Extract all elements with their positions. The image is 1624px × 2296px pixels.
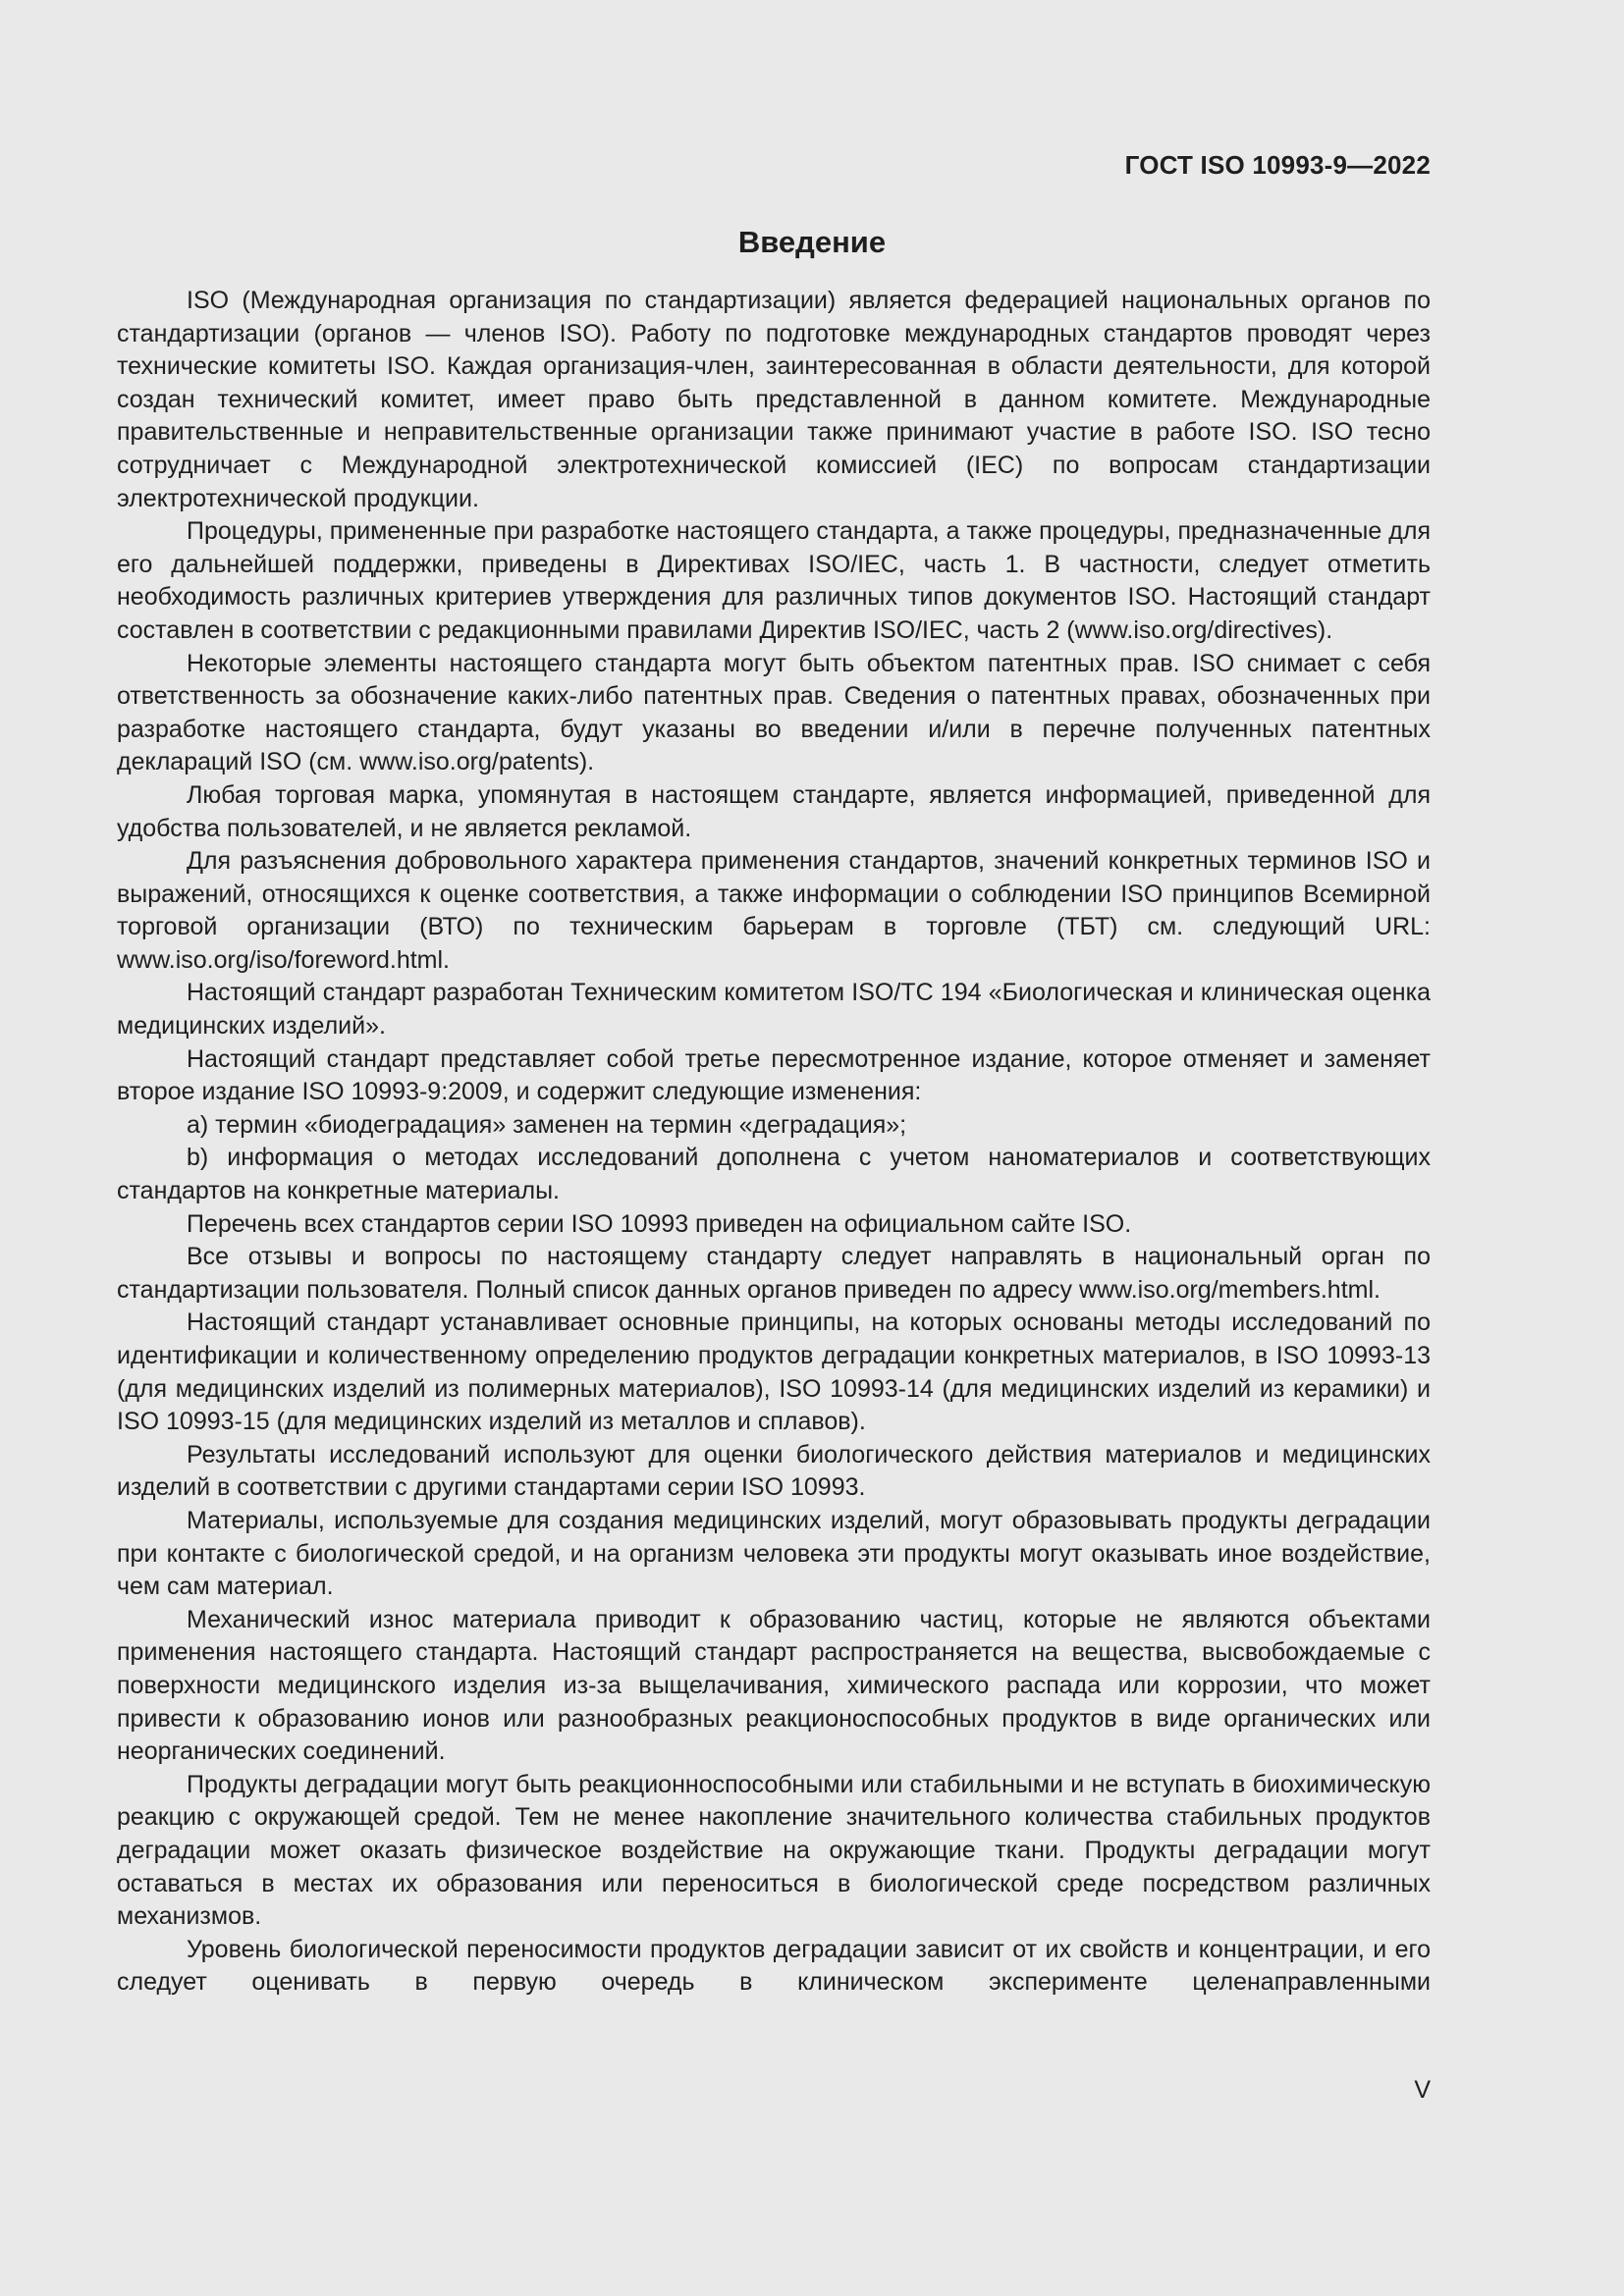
section-title: Введение (737, 225, 887, 259)
paragraph-procedures: Процедуры, примененные при разработке настоящего стандарта, а также процедуры, предназначенные для его дальнейшей поддержки, приведены в Директивах ISO/IEC, часть 1. В частности, следует отметить необходимость различных критериев утверждения для различных типов документов ISO. Настоящий стандарт составлен в соответствии с редакционными правилами Директив ISO/IEC, часть 2 (www.iso.org/directives). (117, 517, 1431, 644)
paragraph-biological-tolerance: Уровень биологической переносимости продуктов деградации зависит от их свойств и концентрации, и его следует оценивать в первую очередь в клиническом эксперименте целенаправленными (117, 1935, 1431, 1997)
paragraph-scope-principles: Настоящий стандарт устанавливает основные принципы, на которых основаны методы исследований по идентификации и количественному определению продуктов деградации конкретных материалов, в ISO 10993-13 (для медицинских изделий из полимерных материалов), ISO 10993-14 (для медицинских изделий из керамики) и ISO 10993-15 (для медицинских изделий из металлов и сплавов). (117, 1308, 1431, 1436)
paragraph-trademark: Любая торговая марка, упомянутая в настоящем стандарте, является информацией, приведенной для удобства пользователей, и не является рекламой. (117, 780, 1431, 842)
list-item-change-b: b) информация о методах исследований дополнена с учетом наноматериалов и соответствующих стандартов на конкретные материалы. (117, 1144, 1431, 1205)
paragraph-feedback: Все отзывы и вопросы по настоящему стандарту следует направлять в национальный орган по стандартизации пользователя. Полный список данных органов приведен по адресу www.iso.org/​members.html. (117, 1243, 1431, 1304)
paragraph-voluntary-nature: Для разъяснения добровольного характера применения стандартов, значений конкретных терминов ISO и выражений, относящихся к оценке соответствия, а также информации о соблюдении ISO принципов Всемирной торговой организации (ВТО) по техническим барьерам в торговле (ТБТ) см. следующий URL: www.iso.org/iso/foreword.html. (117, 847, 1431, 974)
paragraph-series-list: Перечень всех стандартов серии ISO 10993 приведен на официальном сайте ISO. (187, 1209, 1132, 1238)
body-text (117, 285, 1431, 2000)
paragraph-materials: Материалы, используемые для создания медицинских изделий, могут образовывать продукты деградации при контакте с биологической средой, и на организм человека эти продукты могут оказывать иное воздействие, чем сам материал. (117, 1506, 1431, 1601)
paragraph-technical-committee: Настоящий стандарт разработан Техническим комитетом ISO/TC 194 «Биологическая и клиническая оценка медицинских изделий». (117, 979, 1431, 1041)
document-code: ГОСТ ISO 10993-9—2022 (1124, 150, 1431, 180)
paragraph-patent-rights: Некоторые элементы настоящего стандарта могут быть объектом патентных прав. ISO снимает с себя ответственность за обозначение каких-либо патентных прав. Сведения о патентных правах, обозначенных при разработке настоящего стандарта, будут указаны во введении и/или в перечне полученных патентных деклараций ISO (см. www.iso.org/patents). (117, 649, 1431, 776)
paragraph-results-usage: Результаты исследований используют для оценки биологического действия материалов и медицинских изделий в соответствии с другими стандартами серии ISO 10993. (117, 1440, 1431, 1502)
paragraph-iso-federation: ISO (Международная организация по стандартизации) является федерацией национальных органов по стандартизации (органов — членов ISO). Работу по подготовке международных стандартов проводят через технические комитеты ISO. Каждая организация-член, заинтересованная в области деятельности, для которой создан технический комитет, имеет право быть представленной в данном комитете. Международные правительственные и неправительственные организации также принимают участие в работе ISO. ISO тесно сотрудничает с Международной электротехнической комиссией (IEC) по вопросам стандартизации электротехнической продукции. (117, 287, 1431, 512)
paragraph-mechanical-wear: Механический износ материала приводит к образованию частиц, которые не являются объектами применения настоящего стандарта. Настоящий стандарт распространяется на вещества, высвобождаемые с поверхности медицинского изделия из-за выщелачивания, химического распада или коррозии, что может привести к образованию ионов или разнообразных реакционоспособных продуктов в виде органических или неорганических соединений. (117, 1605, 1431, 1766)
paragraph-third-edition: Настоящий стандарт представляет собой третье пересмотренное издание, которое отменяет и заменяет второе издание ISO 10993-9:2009, и содержит следующие изменения: (117, 1044, 1431, 1106)
list-item-change-a: а) термин «биодеградация» заменен на термин «деградация»; (187, 1110, 907, 1139)
paragraph-degradation-products: Продукты деградации могут быть реакционноспособными или стабильными и не вступать в биохимическую реакцию с окружающей средой. Тем не менее накопление значительного количества стабильных продуктов деградации может оказать физическое воздействие на окружающие ткани. Продукты деградации могут оставаться в местах их образования или переноситься в биологической среде посредством различных механизмов. (117, 1770, 1431, 1931)
page-number: V (1414, 2076, 1431, 2104)
